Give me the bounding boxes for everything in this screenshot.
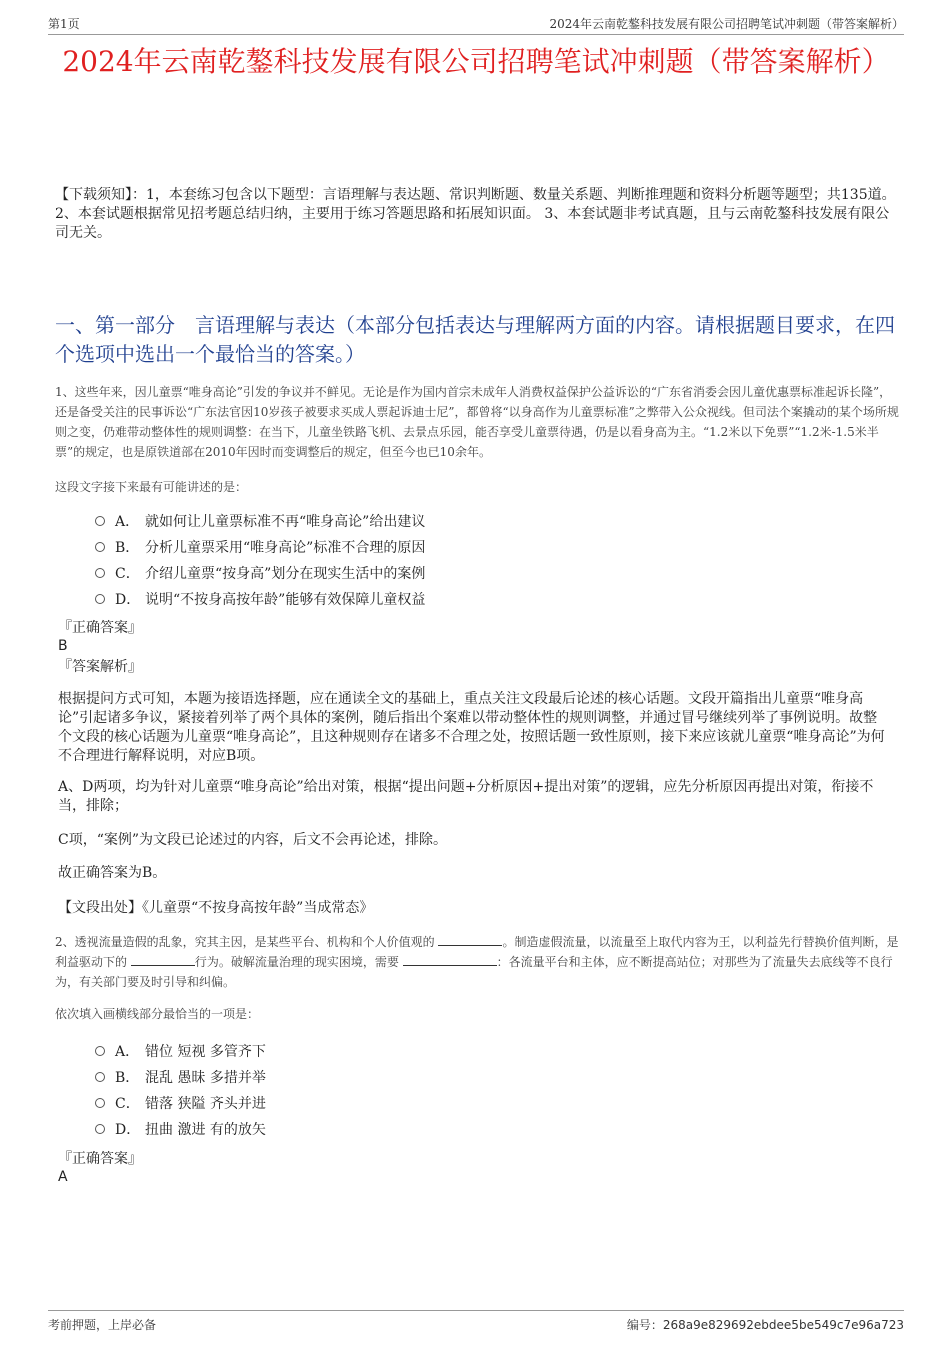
question-2-option-a[interactable] [95,1041,266,1063]
question-2-text-part: ：各流量平台和主体，应不断提高站位；对那些为了流量失去底线等不良行为，有关部门要及时引导和纠偏。 [55,955,893,989]
page-number: 第1页 [48,17,80,31]
radio-icon[interactable] [95,1046,105,1056]
question-1-text: 1、这些年来，因儿童票“唯身高论”引发的争议并不鲜见。无论是作为国内首宗未成年人消费权益保护公益诉讼的“广东省消委会因儿童优惠票标准起诉长隆”，还是备受关注的民事诉讼“广东法官因10岁孩子被要求买成人票起诉迪士尼”，都曾将“以身高作为儿童票标准”之弊带入公众视线。但司法个案撬动的某个场所规则之变，仍难带动整体性的规则调整：在当下，儿童坐铁路飞机、去景点乐园，能否享受儿童票待遇，仍是以看身高为主。“1.2米以下免票”“1.2米-1.5米半票”的规定，也是原铁道部在2010年因时而变调整后的规定，但至今也已10余年。 [55,385,899,459]
option-text: 错位 短视 多管齐下 [145,1044,266,1060]
radio-icon[interactable] [95,1072,105,1082]
section-title: 一、第一部分 言语理解与表达（本部分包括表达与理解两方面的内容。请根据题目要求，在四个选项中选出一个最恰当的答案。） [55,313,895,366]
option-text: 扭曲 激进 有的放矢 [145,1122,266,1138]
question-1-option-b[interactable] [95,537,425,559]
footer-code-label: 编号： [626,1318,663,1332]
radio-icon[interactable] [95,1098,105,1108]
question-2-text-part: 2、透视流量造假的乱象，究其主因，是某些平台、机构和个人价值观的 [55,935,439,949]
question-1-option-d[interactable] [95,589,425,611]
question-2-text [55,932,900,992]
question-2-option-c[interactable] [95,1093,266,1115]
question-2-prompt: 依次填入画横线部分最恰当的一项是： [55,1007,260,1021]
correct-answer-value: A [58,1169,68,1185]
question-1-option-a[interactable] [95,511,425,533]
analysis-paragraph: 根据提问方式可知，本题为接语选择题，应在通读全文的基础上，重点关注文段最后论述的核心话题。文段开篇指出儿童票“唯身高论”引起诸多争议，紧接着列举了两个具体的案例，随后指出个案难以带动整体性的规则调整，并通过冒号继续列举了事例说明。故整个文段的核心话题为儿童票“唯身高论”，且这种规则存在诸多不合理之处，按照话题一致性原则，接下来应该就儿童票“唯身高论”为何不合理进行解释说明，对应B项。 [58,691,885,764]
radio-icon[interactable] [95,594,105,604]
analysis-paragraph: A、D两项，均为针对儿童票“唯身高论”给出对策，根据“提出问题+分析原因+提出对策”的逻辑，应先分析原因再提出对策，衔接不当，排除； [58,779,874,814]
option-key: A． [115,514,140,530]
correct-answer-label: 『正确答案』 [58,1151,142,1167]
option-key: C． [115,566,140,582]
option-text: 就如何让儿童票标准不再“唯身高论”给出建议 [145,514,426,530]
radio-icon[interactable] [95,542,105,552]
download-notice: 【下载须知】：1，本套练习包含以下题型：言语理解与表达题、常识判断题、数量关系题、判断推理题和资料分析题等题型；共135道。 2、本套试题根据常见招考题总结归纳，主要用于练习答题思路和拓展知识面。 3、本套试题非考试真题，且与云南乾鏊科技发展有限公司无关。 [55,187,896,241]
footer-slogan: 考前押题，上岸必备 [48,1318,157,1332]
header-doc-name: 2024年云南乾鏊科技发展有限公司招聘笔试冲刺题（带答案解析） [549,17,904,31]
fill-blank [438,933,502,946]
question-2-option-d[interactable] [95,1119,266,1141]
option-key: C． [115,1096,140,1112]
option-key: B． [115,540,140,556]
fill-blank [131,953,195,966]
page-header [48,12,904,35]
option-key: B． [115,1070,140,1086]
option-text: 分析儿童票采用“唯身高论”标准不合理的原因 [145,540,426,556]
analysis-conclusion: 故正确答案为B。 [58,865,167,881]
option-key: D． [115,1122,141,1138]
question-2-text-part: 行为。破解流量治理的现实困境，需要 [194,955,403,969]
question-1-prompt: 这段文字接下来最有可能讲述的是： [55,480,248,494]
radio-icon[interactable] [95,516,105,526]
option-key: A． [115,1044,140,1060]
option-text: 说明“不按身高按年龄”能够有效保障儿童权益 [145,592,426,608]
option-text: 介绍儿童票“按身高”划分在现实生活中的案例 [145,566,426,582]
question-2-option-b[interactable] [95,1067,266,1089]
fill-blank [403,953,497,966]
question-2-text-part: 。制造虚假流量，以流量至上取代内容为王，以利益先行替换价值判断，是利益驱动下的 [55,935,899,969]
correct-answer-value: B [58,638,68,654]
radio-icon[interactable] [95,1124,105,1134]
option-key: D． [115,592,141,608]
page-footer [48,1310,904,1337]
question-1-option-c[interactable] [95,563,425,585]
radio-icon[interactable] [95,568,105,578]
footer-code [627,1316,904,1333]
option-text: 错落 狭隘 齐头并进 [145,1096,266,1112]
option-text: 混乱 愚昧 多措并举 [145,1070,266,1086]
analysis-label: 『答案解析』 [58,659,142,675]
analysis-paragraph: C项，“案例”为文段已论述过的内容，后文不会再论述，排除。 [58,832,448,848]
source-citation: 【文段出处】《儿童票“不按身高按年龄”当成常态》 [58,900,374,916]
footer-code-value: 268a9e829692ebdee5be549c7e96a723 [662,1318,904,1332]
correct-answer-label: 『正确答案』 [58,620,142,636]
document-title: 2024年云南乾鏊科技发展有限公司招聘笔试冲刺题（带答案解析） [62,45,890,78]
